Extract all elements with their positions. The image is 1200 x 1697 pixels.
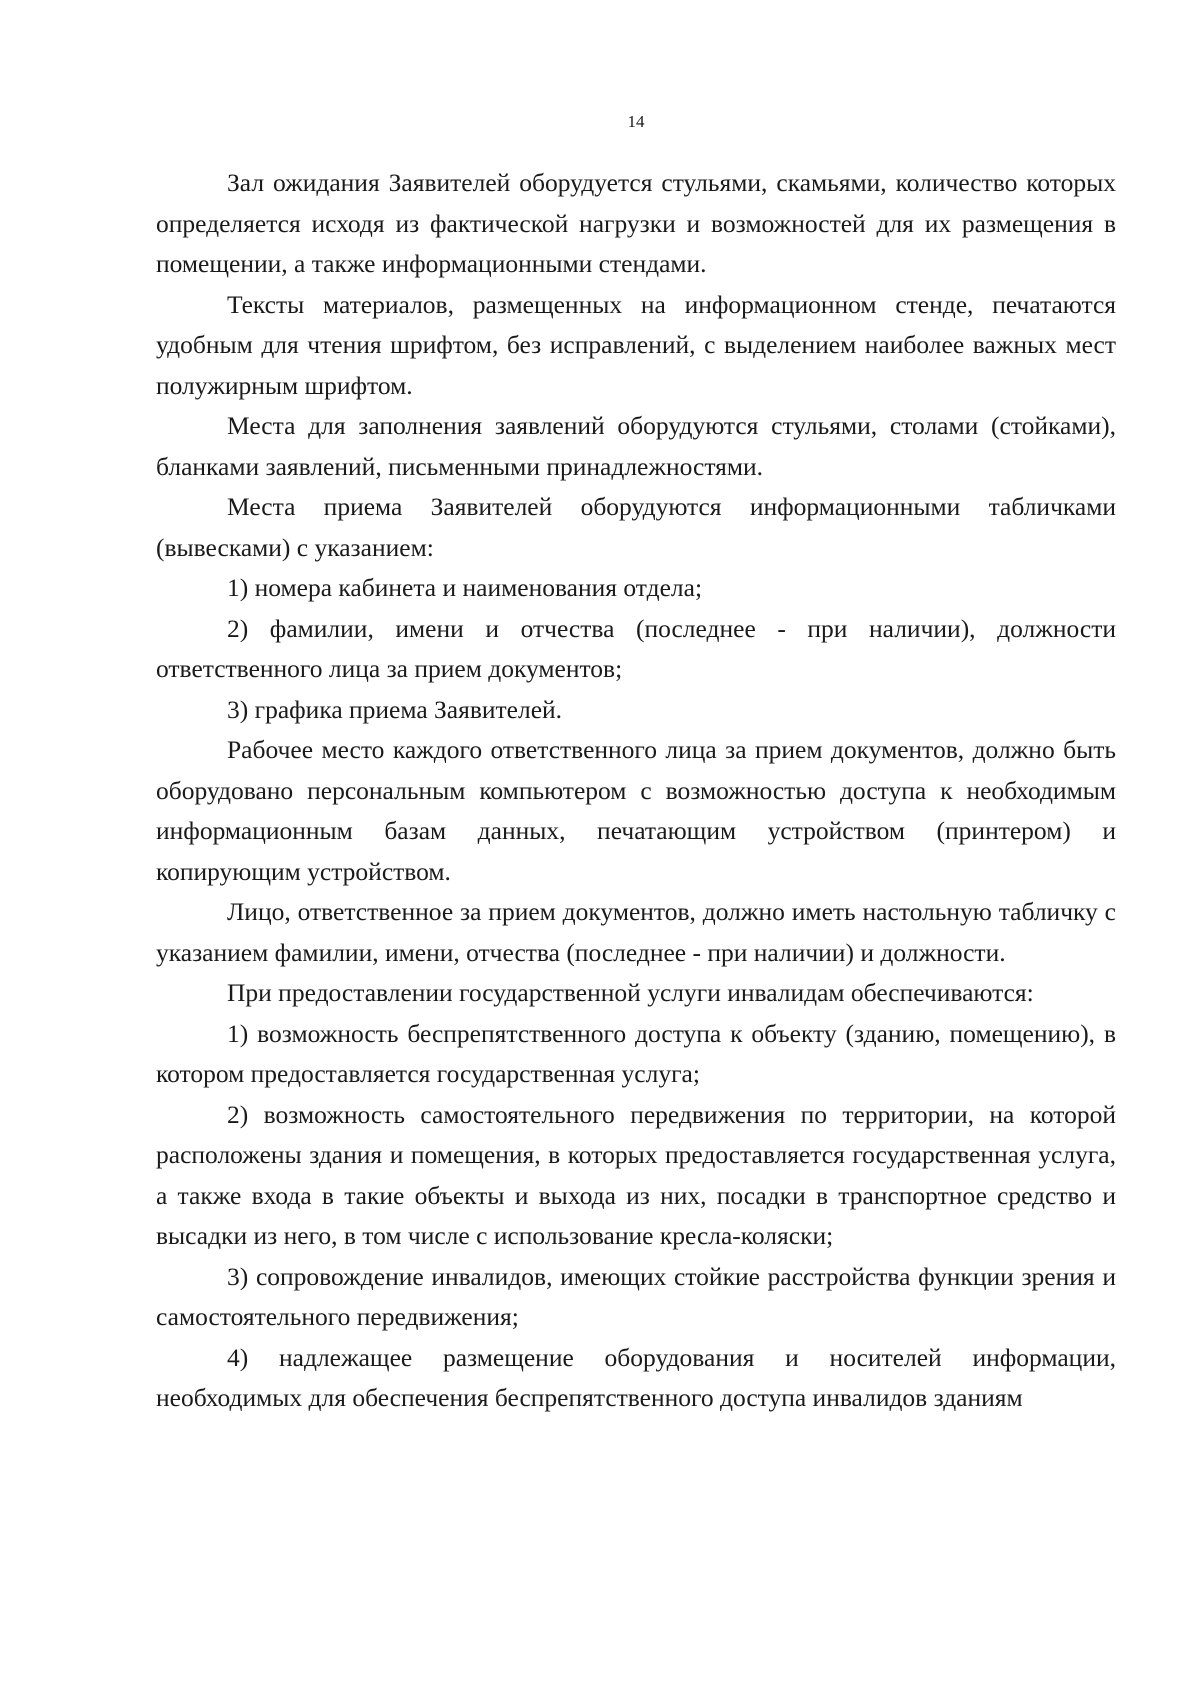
list-item-independent-movement: 2) возможность самостоятельного передвижения по территории, на которой расположены здания и помещения, в которых предоставляется государственная услуга, а также входа в такие объекты и выхода из них, посадки в транспортное средство и высадки из него, в том числе с использование кресла-коляски; — [156, 1099, 1116, 1250]
paragraph-workplace: Рабочее место каждого ответственного лица за прием документов, должно быть оборудовано персональным компьютером с возможностью доступа к необходимым информационным базам данных, печатающим устройством (принтером) и копирующим устройством. — [156, 735, 1116, 886]
paragraph-reception-places: Места приема Заявителей оборудуются информационными табличками (вывесками) с указанием: — [156, 492, 1116, 562]
list-item-cabinet-number: 1) номера кабинета и наименования отдела; — [227, 573, 703, 602]
list-item-responsible-person: 2) фамилии, имени и отчества (последнее - при наличии), должности ответственного лица за прием документов; — [156, 613, 1116, 683]
paragraph-application-places: Места для заполнения заявлений оборудуются стульями, столами (стойками), бланками заявлений, письменными принадлежностями. — [156, 411, 1116, 481]
list-item-reception-schedule: 3) графика приема Заявителей. — [227, 694, 563, 724]
paragraph-waiting-hall: Зал ожидания Заявителей оборудуется стульями, скамьями, количество которых определяется исходя из фактической нагрузки и возможностей для их размещения в помещении, а также информационными стендами. — [156, 168, 1116, 278]
list-item-barrier-free-access: 1) возможность беспрепятственного доступа к объекту (зданию, помещению), в котором предоставляется государственная услуга; — [156, 1018, 1116, 1088]
document-body — [156, 163, 1116, 1419]
paragraph-desk-sign: Лицо, ответственное за прием документов, должно иметь настольную табличку с указанием фамилии, имени, отчества (последнее - при наличии) и должности. — [156, 897, 1116, 967]
list-item-escort: 3) сопровождение инвалидов, имеющих стойкие расстройства функции зрения и самостоятельного передвижения; — [156, 1261, 1116, 1331]
page-number: 14 — [627, 112, 645, 131]
list-item-equipment-placement: 4) надлежащее размещение оборудования и носителей информации, необходимых для обеспечения беспрепятственного доступа инвалидов зданиям — [156, 1342, 1116, 1412]
paragraph-stand-texts: Тексты материалов, размещенных на информационном стенде, печатаются удобным для чтения шрифтом, без исправлений, с выделением наиболее важных мест полужирным шрифтом. — [156, 289, 1116, 400]
paragraph-disabled-provisions: При предоставлении государственной услуги инвалидам обеспечиваются: — [227, 978, 1034, 1007]
